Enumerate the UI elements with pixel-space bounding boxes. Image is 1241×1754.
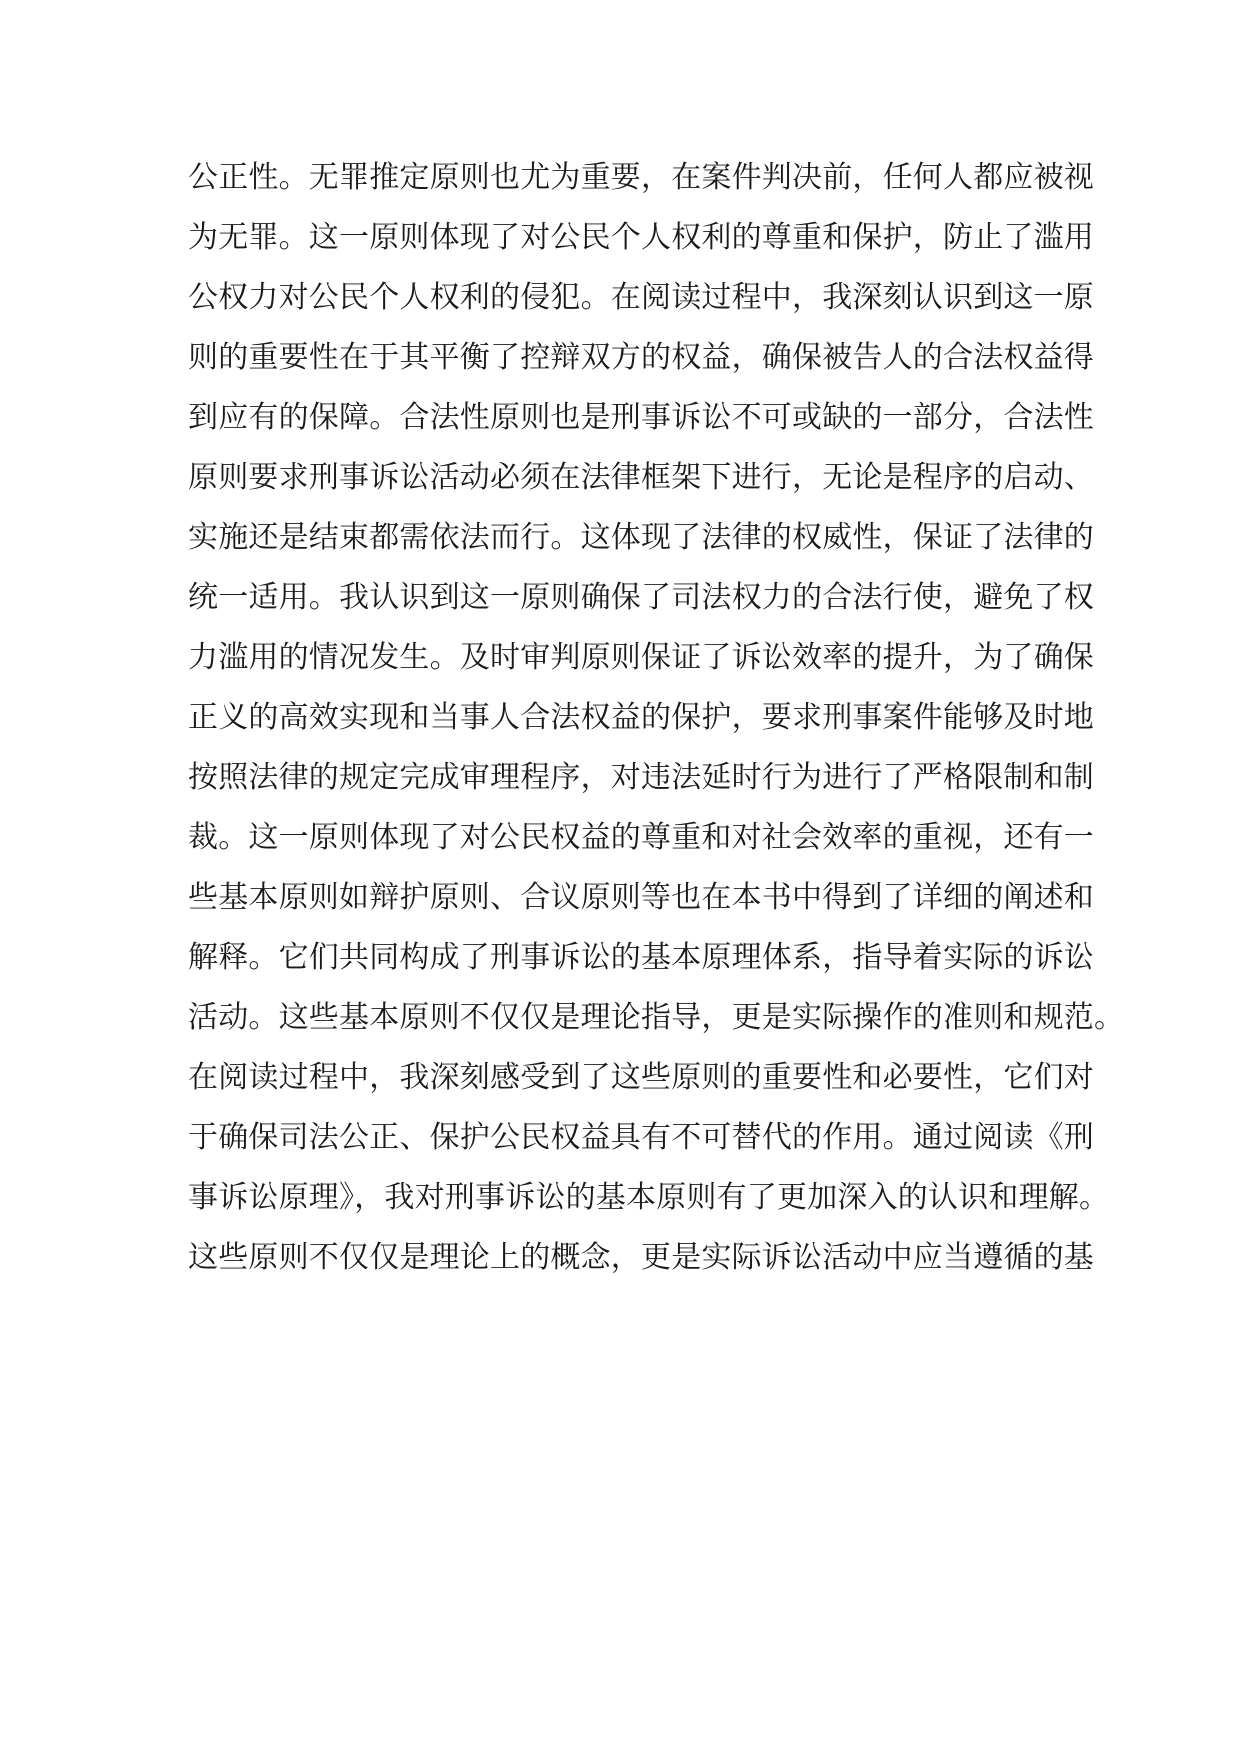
text-line: 正义的高效实现和当事人合法权益的保护，要求刑事案件能够及时地 (188, 700, 1094, 735)
text-line: 些基本原则如辩护原则、合议原则等也在本书中得到了详细的阐述和 (188, 880, 1094, 915)
text-line: 统一适用。我认识到这一原则确保了司法权力的合法行使，避免了权 (188, 580, 1094, 615)
text-line: 于确保司法公正、保护公民权益具有不可替代的作用。通过阅读《刑 (188, 1120, 1094, 1155)
body-text (188, 148, 1125, 1288)
text-line: 力滥用的情况发生。及时审判原则保证了诉讼效率的提升，为了确保 (188, 640, 1094, 675)
text-line: 到应有的保障。合法性原则也是刑事诉讼不可或缺的一部分，合法性 (188, 400, 1094, 435)
text-line: 则的重要性在于其平衡了控辩双方的权益，确保被告人的合法权益得 (188, 340, 1094, 375)
text-line: 为无罪。这一原则体现了对公民个人权利的尊重和保护，防止了滥用 (188, 220, 1094, 255)
text-line: 公权力对公民个人权利的侵犯。在阅读过程中，我深刻认识到这一原 (188, 280, 1094, 315)
text-line: 原则要求刑事诉讼活动必须在法律框架下进行，无论是程序的启动、 (188, 460, 1094, 495)
text-line: 裁。这一原则体现了对公民权益的尊重和对社会效率的重视，还有一 (188, 820, 1094, 855)
text-line: 活动。这些基本原则不仅仅是理论指导，更是实际操作的准则和规范。 (188, 1000, 1125, 1035)
text-line: 在阅读过程中，我深刻感受到了这些原则的重要性和必要性，它们对 (188, 1060, 1094, 1095)
text-line: 按照法律的规定完成审理程序，对违法延时行为进行了严格限制和制 (188, 760, 1094, 795)
text-line: 实施还是结束都需依法而行。这体现了法律的权威性，保证了法律的 (188, 520, 1094, 555)
text-line: 公正性。无罪推定原则也尤为重要，在案件判决前，任何人都应被视 (188, 160, 1094, 195)
text-line: 这些原则不仅仅是理论上的概念，更是实际诉讼活动中应当遵循的基 (188, 1240, 1094, 1275)
text-line: 事诉讼原理》，我对刑事诉讼的基本原则有了更加深入的认识和理解。 (188, 1180, 1110, 1215)
text-line: 解释。它们共同构成了刑事诉讼的基本原理体系，指导着实际的诉讼 (188, 940, 1094, 975)
